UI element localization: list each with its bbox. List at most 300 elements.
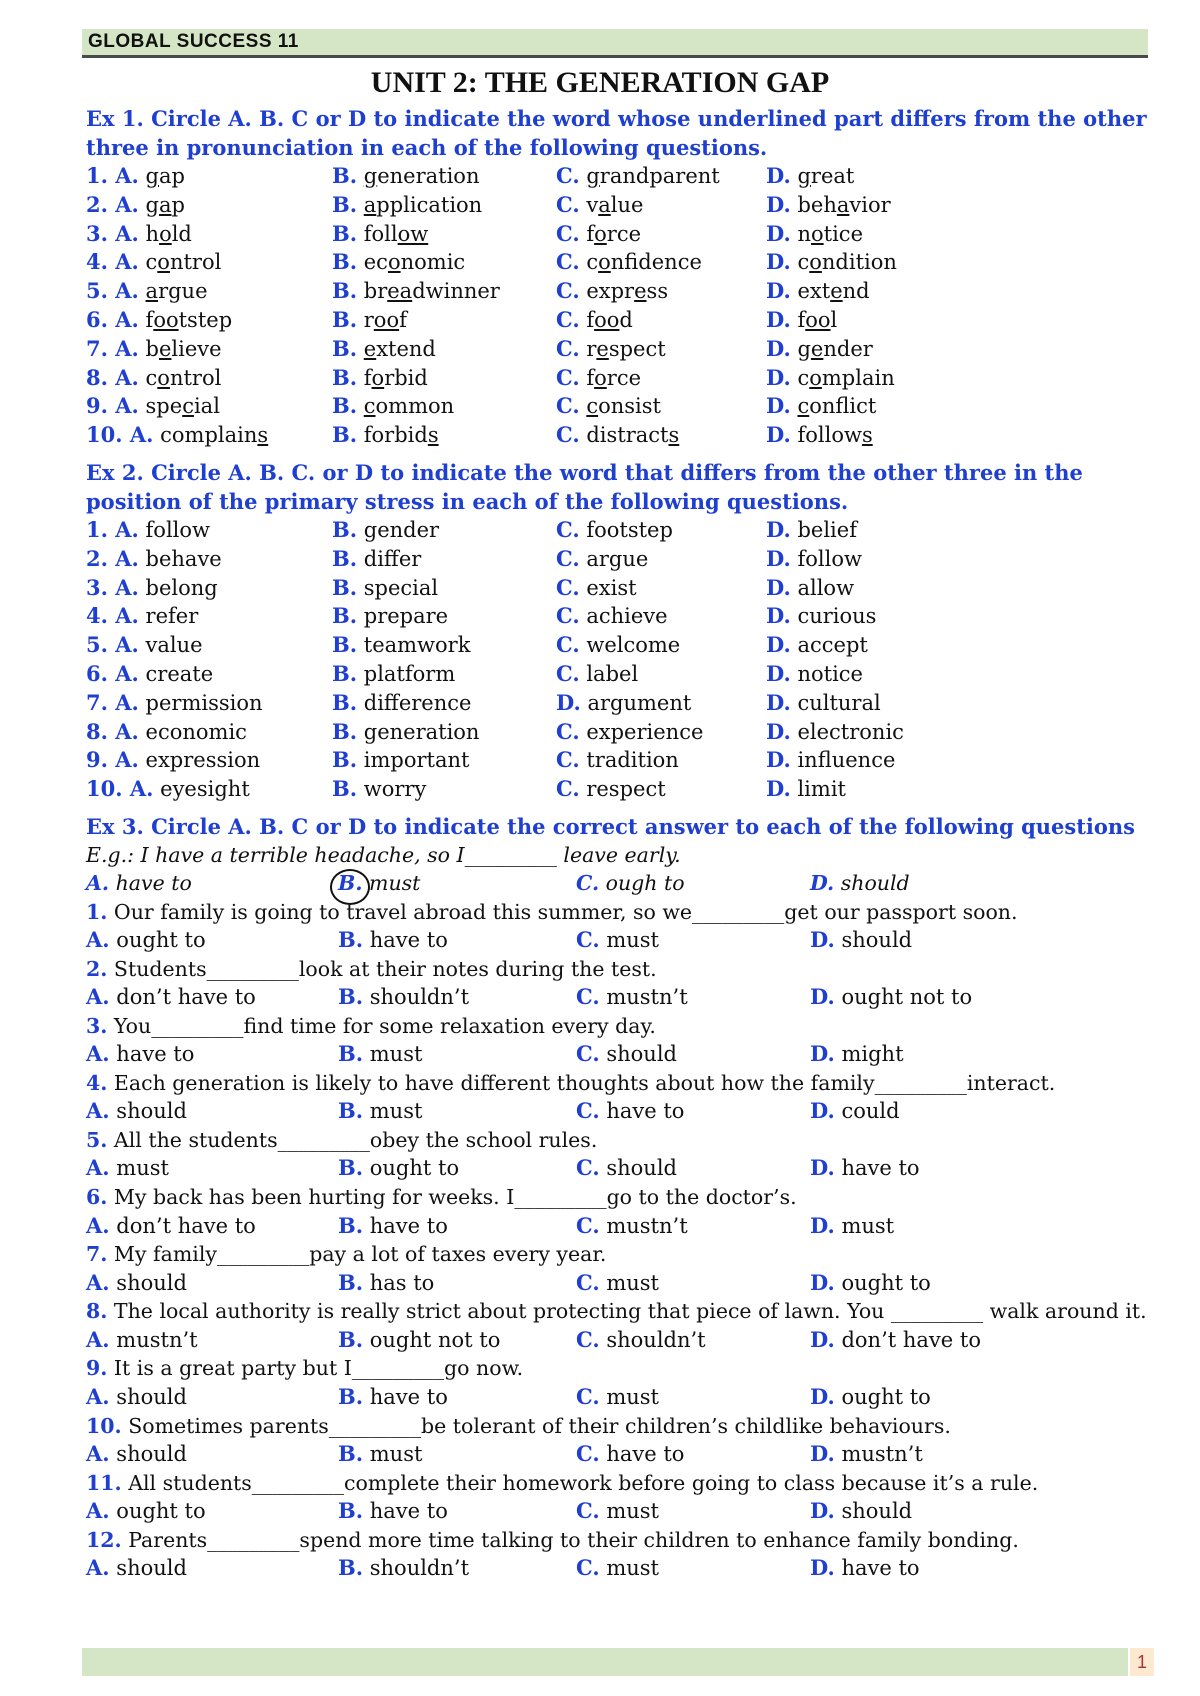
- option-label: D.: [810, 1555, 835, 1581]
- underlined-part: o: [594, 221, 607, 246]
- ex1-row: [86, 277, 1156, 306]
- option-label: D.: [810, 1497, 835, 1523]
- option-label: 3. A.: [86, 574, 139, 600]
- worksheet-content: [86, 102, 1156, 1583]
- word-part: randparent: [599, 164, 720, 188]
- ex3-option-c: [576, 1497, 659, 1525]
- option-label: C.: [556, 393, 580, 419]
- ex2-option-b: [332, 516, 439, 544]
- option-label: 10. A.: [86, 422, 154, 448]
- ex3-list: [86, 898, 1156, 1583]
- underlined-part: o: [159, 221, 172, 246]
- word-part: eneration: [377, 164, 480, 188]
- ex1-row: [86, 335, 1156, 364]
- ex2-option-c: [556, 602, 668, 630]
- ex2-option-d: [766, 602, 876, 630]
- option-text: must: [606, 1384, 659, 1409]
- option-label: C.: [576, 1041, 600, 1067]
- option-label: A.: [86, 1326, 110, 1352]
- word-part: rce: [606, 221, 642, 246]
- ex3-option-c: [576, 1440, 684, 1468]
- ex3-option-a: [86, 1440, 187, 1468]
- underlined-part: s: [861, 423, 873, 448]
- underlined-part: o: [598, 250, 611, 275]
- ex2-option-d: [766, 660, 863, 688]
- word-part: f: [586, 307, 595, 332]
- option-label: C.: [576, 1497, 600, 1523]
- word-part: nomic: [400, 250, 466, 275]
- ex1-option-b: [332, 306, 407, 334]
- ex1-option-c: [556, 364, 641, 392]
- ex3-option-b: [338, 1383, 448, 1411]
- ex2-option-a: [86, 574, 218, 602]
- option-label: D.: [810, 984, 835, 1010]
- option-label: B.: [338, 1041, 364, 1067]
- option-label: B.: [332, 516, 358, 542]
- option-text: must: [841, 1213, 895, 1238]
- word-part: br: [363, 279, 388, 304]
- page-header-bar: [82, 29, 1148, 58]
- option-word: worry: [363, 777, 427, 802]
- underlined-part: a: [363, 192, 377, 217]
- option-label: C.: [576, 927, 600, 953]
- option-word: important: [363, 748, 470, 773]
- ex3-option-b: [338, 926, 448, 954]
- ex1-option-c: [556, 392, 661, 420]
- ex2-option-c: [556, 660, 638, 688]
- ex2-list: [86, 516, 1156, 804]
- word-part: rbid: [384, 365, 428, 390]
- ex1-option-a: [86, 335, 222, 363]
- ex1-option-d: [766, 277, 870, 305]
- word-part: ntrol: [169, 365, 222, 390]
- underlined-part: oo: [153, 307, 179, 332]
- underlined-part: c: [586, 394, 599, 419]
- example-label-c: C.: [576, 870, 600, 895]
- word-part: f: [586, 365, 595, 390]
- option-word: experience: [586, 719, 704, 744]
- option-text: should: [606, 1042, 677, 1067]
- ex1-row: [86, 162, 1156, 191]
- option-text: must: [116, 1156, 169, 1181]
- option-text: must: [606, 1556, 659, 1581]
- ex3-option-c: [576, 1097, 684, 1125]
- option-text: ought not to: [841, 985, 973, 1010]
- option-label: B.: [332, 220, 358, 246]
- option-label: B.: [338, 984, 364, 1010]
- option-label: B.: [332, 747, 358, 773]
- option-label: B.: [332, 574, 358, 600]
- ex3-option-d: [810, 1383, 931, 1411]
- option-label: B.: [338, 1269, 364, 1295]
- ex3-question: [86, 1297, 1156, 1325]
- ex2-option-a: [86, 516, 210, 544]
- option-text: have to: [841, 1556, 920, 1581]
- word-part: c: [145, 365, 158, 390]
- ex1-option-b: [332, 364, 428, 392]
- option-text: must: [606, 928, 659, 953]
- ex3-option-c: [576, 1040, 677, 1068]
- word-part: ial: [193, 394, 220, 419]
- question-number: 1.: [86, 899, 108, 924]
- option-text: must: [369, 1099, 423, 1124]
- word-part: vior: [849, 192, 891, 217]
- option-label: C.: [556, 364, 580, 390]
- option-text: ought to: [369, 1156, 460, 1181]
- option-label: B.: [332, 632, 358, 658]
- ex1-option-a: [86, 191, 185, 219]
- ex3-question: [86, 1469, 1156, 1497]
- ex1-row: [86, 220, 1156, 249]
- word-part: f: [797, 307, 806, 332]
- option-label: D.: [766, 335, 791, 361]
- option-label: 3. A.: [86, 220, 139, 246]
- option-word: allow: [797, 575, 855, 600]
- ex2-option-c: [556, 718, 703, 746]
- option-label: D.: [810, 1440, 835, 1466]
- option-label: D.: [766, 660, 791, 686]
- option-word: generation: [363, 719, 480, 744]
- ex1-row: [86, 364, 1156, 393]
- ex3-options: [86, 1326, 1156, 1355]
- option-label: B.: [332, 278, 358, 304]
- ex2-option-b: [332, 746, 469, 774]
- ex2-option-c: [556, 545, 648, 573]
- option-word: permission: [145, 690, 263, 715]
- option-word: achieve: [586, 604, 668, 629]
- option-text: don’t have to: [116, 1213, 256, 1238]
- option-word: argue: [586, 546, 649, 571]
- ex2-option-b: [332, 545, 421, 573]
- underlined-part: o: [157, 250, 170, 275]
- option-label: D.: [766, 191, 791, 217]
- ex1-option-d: [766, 306, 837, 334]
- option-word: gender: [363, 517, 440, 542]
- word-part: rce: [606, 365, 642, 390]
- word-part: f: [145, 307, 154, 332]
- ex3-option-c: [576, 1383, 659, 1411]
- underlined-part: e: [634, 279, 647, 304]
- ex1-option-a: [86, 277, 208, 305]
- ex3-option-c: [576, 983, 688, 1011]
- option-word: curious: [797, 604, 877, 629]
- word-part: onflict: [809, 394, 877, 419]
- option-label: B.: [338, 1098, 364, 1124]
- option-text: ought to: [116, 928, 206, 953]
- word-part: follow: [797, 423, 862, 448]
- option-label: C.: [556, 747, 580, 773]
- ex3-option-a: [86, 926, 206, 954]
- word-part: c: [797, 365, 810, 390]
- option-text: should: [116, 1441, 187, 1466]
- ex3-option-b: [338, 1269, 434, 1297]
- option-label: B.: [332, 306, 358, 332]
- ex1-option-a: [86, 392, 220, 420]
- word-part: r: [363, 307, 374, 332]
- underlined-part: e: [596, 336, 609, 361]
- word-part: dwinner: [412, 279, 500, 304]
- ex3-options: [86, 1212, 1156, 1241]
- ex2-option-d: [766, 775, 846, 803]
- option-label: B.: [332, 545, 358, 571]
- answer-circle: [330, 869, 370, 905]
- ex1-row: [86, 248, 1156, 277]
- ex2-instruction: Ex 2. Circle A. B. C. or D to indicate the word that differs from the other three in the position of the primary stress in each of the following questions.: [86, 459, 1083, 514]
- question-text: It is a great party but I_________go now.: [107, 1356, 524, 1381]
- option-label: B.: [338, 1326, 364, 1352]
- question-number: 7.: [86, 1242, 108, 1267]
- option-label: B.: [338, 927, 364, 953]
- ex1-option-b: [332, 220, 428, 248]
- option-text: ought to: [841, 1270, 931, 1295]
- ex3-question: [86, 1240, 1156, 1268]
- option-label: C.: [556, 335, 580, 361]
- ex2-option-b: [332, 574, 438, 602]
- option-label: D.: [766, 632, 791, 658]
- ex1-option-c: [556, 220, 641, 248]
- option-label: B.: [332, 191, 358, 217]
- ex2-row: [86, 689, 1156, 718]
- word-part: mplain: [821, 365, 895, 390]
- option-text: don’t have to: [116, 985, 256, 1010]
- ex2-row: [86, 631, 1156, 660]
- ex2-option-b: [332, 602, 448, 630]
- ex3-option-d: [810, 1212, 894, 1240]
- underlined-part: g: [145, 164, 159, 188]
- underlined-part: e: [810, 336, 824, 361]
- ex3-option-c: [576, 1326, 706, 1354]
- option-text: must: [369, 1441, 423, 1466]
- ex2-option-a: [86, 718, 247, 746]
- ex3-option-a: [86, 1326, 198, 1354]
- underlined-part: g: [797, 164, 811, 188]
- ex1-option-a: [86, 248, 221, 276]
- option-label: D.: [810, 1041, 835, 1067]
- option-word: follow: [797, 546, 862, 571]
- ex3-option-a: [86, 1554, 187, 1582]
- ex3-options: [86, 1040, 1156, 1069]
- underlined-part: o: [811, 221, 824, 246]
- option-text: should: [116, 1384, 187, 1409]
- option-label: D.: [810, 1269, 835, 1295]
- question-text: Our family is going to travel abroad this summer, so we_________get our passport soon.: [107, 899, 1018, 924]
- option-label: C.: [556, 278, 580, 304]
- option-text: have to: [606, 1099, 685, 1124]
- option-label: C.: [556, 574, 580, 600]
- word-part: ec: [363, 250, 388, 275]
- ex3-option-c: [576, 1212, 688, 1240]
- word-part: nfidence: [610, 250, 702, 275]
- underlined-part: c: [363, 394, 376, 419]
- option-word: cultural: [797, 690, 881, 715]
- ex3-option-a: [86, 1383, 187, 1411]
- ex2-option-a: [86, 631, 203, 659]
- option-label: D.: [766, 249, 791, 275]
- ex1-row: [86, 392, 1156, 421]
- option-label: B.: [332, 718, 358, 744]
- option-label: 2. A.: [86, 545, 139, 571]
- option-text: ought to: [116, 1498, 206, 1523]
- ex3-option-a: [86, 983, 256, 1011]
- option-label: C.: [576, 1269, 600, 1295]
- word-part: f: [363, 365, 372, 390]
- example-label-a: A.: [86, 870, 110, 895]
- ex1-option-d: [766, 421, 873, 449]
- ex1-option-c: [556, 421, 679, 449]
- word-part: ld: [171, 221, 192, 246]
- option-text: should: [116, 1556, 187, 1581]
- option-label: C.: [556, 220, 580, 246]
- option-word: respect: [586, 777, 666, 802]
- word-part: ommon: [375, 394, 455, 419]
- option-label: D.: [766, 163, 791, 188]
- word-part: n: [797, 221, 811, 246]
- ex1-option-a: [86, 220, 192, 248]
- ex2-option-c: [556, 574, 637, 602]
- option-label: C.: [576, 1098, 600, 1124]
- ex3-option-d: [810, 926, 912, 954]
- word-part: f: [586, 221, 595, 246]
- ex3-option-b: [338, 1497, 448, 1525]
- word-part: ap: [158, 164, 185, 188]
- ex3-option-d: [810, 1269, 931, 1297]
- ex1-option-c: [556, 191, 643, 219]
- underlined-part: c: [797, 394, 810, 419]
- option-label: B.: [332, 422, 358, 448]
- option-label: B.: [332, 660, 358, 686]
- option-text: mustn’t: [116, 1327, 198, 1352]
- ex3-option-b: [338, 1212, 448, 1240]
- option-text: should: [606, 1156, 677, 1181]
- ex3-question: [86, 1126, 1156, 1154]
- word-part: pplication: [376, 192, 483, 217]
- underlined-part: a: [836, 192, 850, 217]
- ex3-option-a: [86, 1154, 169, 1182]
- question-number: 10.: [86, 1413, 122, 1438]
- option-label: C.: [556, 660, 580, 686]
- ex2-option-b: [332, 631, 470, 659]
- option-label: 4. A.: [86, 249, 139, 275]
- option-label: C.: [556, 603, 580, 629]
- option-label: B.: [338, 1212, 364, 1238]
- ex1-instruction: Ex 1. Circle A. B. C or D to indicate the word whose underlined part differs from the other three in pronunciation in each of the following questions.: [86, 106, 1147, 160]
- underlined-part: o: [809, 250, 822, 275]
- option-word: difference: [363, 690, 472, 715]
- word-part: c: [586, 250, 599, 275]
- option-label: 8. A.: [86, 364, 139, 390]
- word-part: ndition: [821, 250, 897, 275]
- question-text: All the students_________obey the school rules.: [107, 1128, 598, 1153]
- ex2-option-c: [556, 689, 691, 717]
- question-text: The local authority is really strict about protecting that piece of lawn. You _________ walk around it.: [107, 1299, 1147, 1324]
- option-text: should: [841, 928, 913, 953]
- ex3-question: [86, 955, 1156, 983]
- underlined-part: o: [809, 365, 822, 390]
- option-text: ought not to: [369, 1327, 501, 1352]
- option-label: D.: [810, 1326, 835, 1352]
- ex3-option-b: [338, 1326, 500, 1354]
- ex1-option-d: [766, 364, 895, 392]
- example-options: [86, 869, 1156, 898]
- ex3-option-d: [810, 1554, 920, 1582]
- ex3-option-d: [810, 983, 972, 1011]
- ex1-option-d: [766, 162, 854, 190]
- word-part: r: [586, 336, 597, 361]
- option-label: C.: [576, 1383, 600, 1409]
- ex3-options: [86, 1554, 1156, 1583]
- option-label: A.: [86, 1098, 110, 1124]
- underlined-part: a: [145, 279, 159, 304]
- option-label: B.: [338, 1155, 364, 1181]
- option-label: D.: [810, 1155, 835, 1181]
- ex1-row: [86, 191, 1156, 220]
- option-label: B.: [332, 249, 358, 275]
- option-word: behave: [145, 546, 222, 571]
- ex2-option-b: [332, 660, 455, 688]
- ex3-question: [86, 1412, 1156, 1440]
- option-label: A.: [86, 1383, 110, 1409]
- ex2-option-d: [766, 631, 868, 659]
- word-part: lue: [610, 192, 644, 217]
- ex3-instruction: Ex 3. Circle A. B. C or D to indicate the correct answer to each of the following questions: [86, 813, 1135, 839]
- ex1-option-d: [766, 191, 891, 219]
- ex3-options: [86, 1440, 1156, 1469]
- option-text: have to: [116, 1042, 195, 1067]
- option-text: could: [841, 1099, 900, 1124]
- ex2-option-d: [766, 545, 862, 573]
- word-part: forbid: [363, 423, 428, 448]
- option-label: B.: [338, 1440, 364, 1466]
- underlined-part: e: [363, 336, 377, 361]
- option-word: exist: [586, 575, 637, 600]
- word-part: l: [830, 307, 838, 332]
- option-label: C.: [576, 984, 600, 1010]
- example-label-b: B.: [338, 870, 363, 895]
- option-word: footstep: [586, 517, 673, 542]
- word-part: p: [171, 192, 185, 217]
- example-option-a: have to: [115, 870, 192, 895]
- option-label: A.: [86, 1155, 110, 1181]
- option-word: accept: [797, 633, 868, 658]
- ex2-row: [86, 602, 1156, 631]
- ex1-option-d: [766, 335, 873, 363]
- option-text: have to: [369, 1498, 448, 1523]
- word-part: beh: [797, 192, 837, 217]
- ex2-option-c: [556, 516, 673, 544]
- question-text: Sometimes parents_________be tolerant of their children’s childlike behaviours.: [121, 1413, 951, 1438]
- ex1-option-c: [556, 248, 702, 276]
- word-part: ext: [797, 279, 831, 304]
- question-text: All students_________complete their homework before going to class because it’s a rule.: [121, 1470, 1039, 1495]
- ex1-option-a: [86, 162, 185, 190]
- option-word: welcome: [586, 633, 681, 658]
- option-label: C.: [576, 1555, 600, 1581]
- question-number: 5.: [86, 1128, 108, 1153]
- ex2-option-b: [332, 718, 479, 746]
- option-label: D.: [810, 1383, 835, 1409]
- option-word: eyesight: [160, 777, 250, 802]
- ex3-option-b: [338, 1440, 422, 1468]
- option-text: must: [606, 1270, 659, 1295]
- ex2-option-a: [86, 746, 260, 774]
- option-label: D.: [766, 422, 791, 448]
- underlined-part: s: [427, 423, 439, 448]
- option-label: C.: [556, 718, 580, 744]
- ex3-options: [86, 983, 1156, 1012]
- ex3-question: [86, 1012, 1156, 1040]
- word-part: v: [586, 192, 599, 217]
- question-number: 12.: [86, 1527, 122, 1552]
